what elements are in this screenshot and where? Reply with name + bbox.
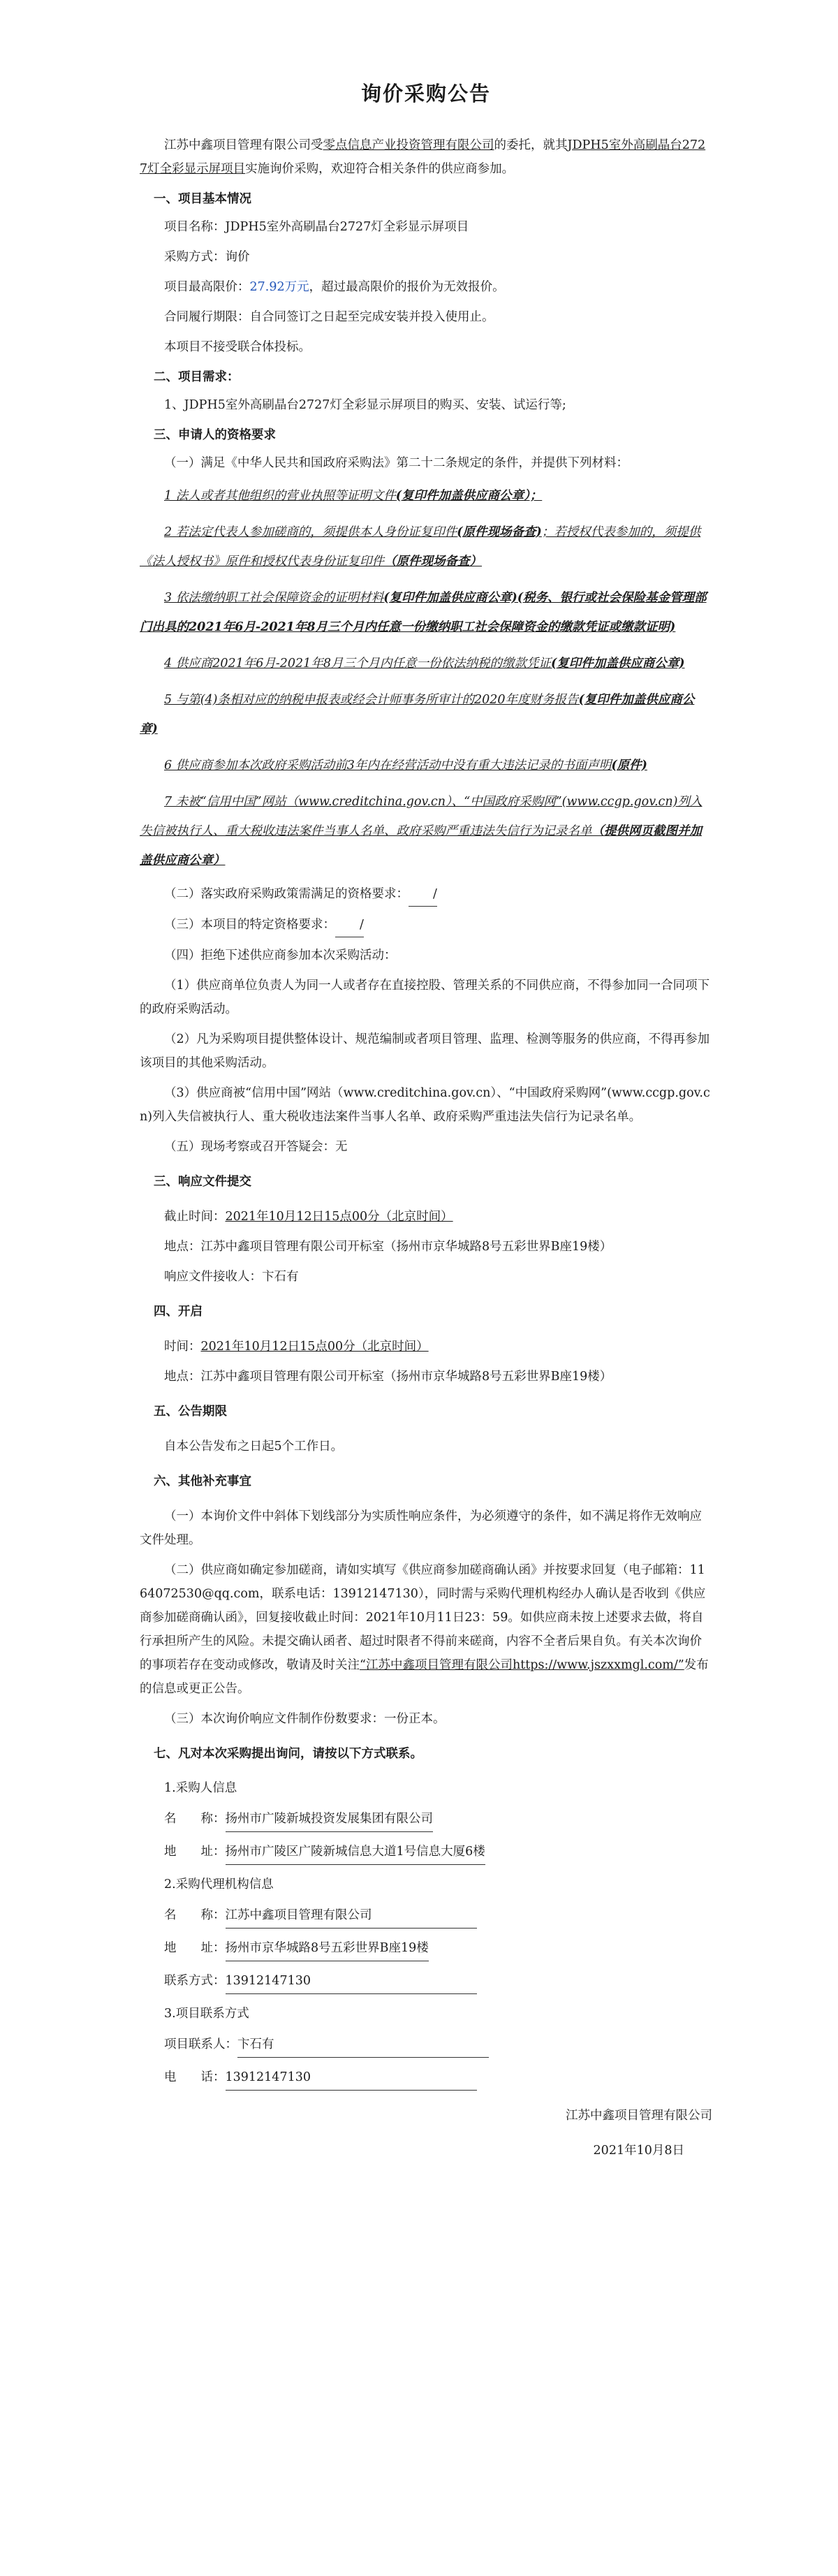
contact-subtitle: 1.采购人信息 (164, 1781, 237, 1795)
budget-note: ，超过最高限价的报价为无效报价。 (309, 280, 505, 294)
project-contact-phone: 13912147130 (226, 2066, 477, 2091)
project-contact-person-line (140, 2033, 712, 2058)
submission-receiver: 响应文件接收人：卞石有 (164, 1270, 299, 1284)
req-text: 2 若法定代表人参加磋商的，须提供本人身份证复印件 (164, 525, 457, 539)
client-name: 零点信息产业投资管理有限公司 (323, 138, 494, 152)
intro-text-2: 的委托，就其 (494, 138, 568, 152)
signoff-date: 2021年10月8日 (593, 2144, 684, 2158)
section-heading-contacts: 七、凡对本次采购提出询问，请按以下方式联系。 (154, 1747, 422, 1761)
consortium-note: 本项目不接受联合体投标。 (164, 340, 311, 354)
req-note: （提供网页截图并加盖供应商公章） (140, 824, 702, 868)
deadline-label: 截止时间： (164, 1210, 226, 1224)
section-heading-notice-period: 五、公告期限 (154, 1405, 227, 1419)
buyer-info-title (140, 1777, 712, 1799)
project-contact-person: 卞石有 (237, 2033, 489, 2058)
budget-label: 项目最高限价： (164, 280, 250, 294)
section-heading-basic-info: 一、项目基本情况 (154, 192, 251, 206)
qualification-item-3 (140, 583, 712, 642)
buyer-address-line (140, 1840, 712, 1865)
project-name: JDPH5室外高刷晶台2727灯全彩显示屏项目 (140, 138, 706, 176)
req-text: 6 供应商参加本次政府采购活动前3年内在经营活动中没有重大违法记录的书面声明 (164, 759, 612, 773)
req-note: （原件现场备查） (384, 555, 482, 569)
contact-label: 地 址： (164, 1941, 226, 1955)
section-heading-submission: 三、响应文件提交 (154, 1175, 251, 1189)
contact-label: 项目联系人： (164, 2037, 237, 2051)
refusal-item-1: （1）供应商单位负责人为同一人或者存在直接控股、管理关系的不同供应商，不得参加同一合同项下的政府采购活动。 (140, 979, 710, 1016)
agent-name: 江苏中鑫项目管理有限公司 (226, 1904, 477, 1929)
agent-name-line (140, 1904, 712, 1929)
requirement-item-1: 1、JDPH5室外高刷晶台2727灯全彩显示屏项目的购买、安装、试运行等; (164, 398, 566, 412)
intro-text-3: 实施询价采购，欢迎符合相关条件的供应商参加。 (245, 162, 515, 176)
contact-label: 联系方式： (164, 1974, 226, 1988)
opening-place: 地点：江苏中鑫项目管理有限公司开标室（扬州市京华城路8号五彩世界B座19楼） (164, 1370, 612, 1384)
agent-phone: 13912147130 (226, 1970, 477, 1994)
contact-subtitle: 3.项目联系方式 (164, 2007, 249, 2021)
contact-label: 名 称： (164, 1812, 226, 1826)
policy-requirement (140, 882, 712, 907)
refusal-item-2: （2）凡为采购项目提供整体设计、规范编制或者项目管理、监理、检测等服务的供应商，不得再参加该项目的其他采购活动。 (140, 1032, 710, 1070)
supplementary-text-end: 发布的信息或更正公告。 (140, 1658, 709, 1696)
supplementary-item-2 (140, 1558, 712, 1701)
notice-period-text: 自本公告发布之日起5个工作日。 (164, 1440, 344, 1454)
contact-label: 地 址： (164, 1845, 226, 1859)
req-text: 3 依法缴纳职工社会保障资金的证明材料 (164, 591, 384, 605)
agent-info-title (140, 1873, 712, 1896)
buyer-address: 扬州市广陵区广陵新城信息大道1号信息大厦6楼 (226, 1840, 485, 1865)
qualification-item-1 (140, 481, 712, 511)
agent-address: 扬州市京华城路8号五彩世界B座19楼 (226, 1937, 429, 1961)
deadline-value: 2021年10月12日15点00分（北京时间） (225, 1210, 453, 1224)
section-heading-supplementary: 六、其他补充事宜 (154, 1474, 251, 1488)
policy-label: （二）落实政府采购政策需满足的资格要求： (164, 887, 409, 901)
opening-time (140, 1335, 712, 1359)
contact-label: 名 称： (164, 1908, 226, 1922)
req-text: 5 与第(4)条相对应的纳税申报表或经会计师事务所审计的2020年度财务报告 (164, 693, 579, 707)
procurement-method: 采购方式：询价 (164, 250, 250, 264)
supplementary-item-1: （一）本询价文件中斜体下划线部分为实质性响应条件，为必须遵守的条件，如不满足将作无效响应文件处理。 (140, 1509, 702, 1547)
refusal-item-3: （3）供应商被“信用中国”网站（www.creditchina.gov.cn）、“中国政府采购网”(www.ccgp.gov.cn)列入失信被执行人、重大税收违法案件当事人名单、政府采购严重违法失信行为记录名单。 (140, 1086, 710, 1124)
policy-value: / (409, 882, 437, 907)
req-note: (原件现场备查) (457, 525, 542, 539)
qualification-item-2 (140, 518, 712, 576)
buyer-name-line (140, 1808, 712, 1832)
project-contact-phone-line (140, 2066, 712, 2091)
supplementary-text: （二）供应商如确定参加磋商，请如实填写《供应商参加磋商确认函》并按要求回复（电子邮箱：1164072530@qq.com，联系电话：13912147130），同时需与采购代理机构经办人确认是否收到《供应商参加磋商确认函》，回复接收截止时间：2021年10月11日23：59。如供应商未按上述要求去做，将自行承担所产生的风险。未提交确认函者、超过时限者不得前来磋商，内容不全者后果自负。有关本次询价的事项若存在变动或修改，敬请及时关注 (140, 1563, 706, 1672)
supplementary-item-3: （三）本次询价响应文件制作份数要求：一份正本。 (164, 1712, 446, 1726)
specific-requirement (140, 913, 712, 937)
site-visit-note: （五）现场考察或召开答疑会：无 (164, 1140, 348, 1154)
contact-subtitle: 2.采购代理机构信息 (164, 1878, 274, 1891)
qualification-item-5 (140, 685, 712, 744)
req-note: (复印件加盖供应商公章) (140, 693, 695, 736)
req-text: 4 供应商2021年6月-2021年8月三个月内任意一份依法纳税的缴款凭证 (164, 657, 551, 671)
contact-label: 电 话： (164, 2070, 226, 2084)
agent-address-line (140, 1937, 712, 1961)
section-heading-opening: 四、开启 (154, 1305, 203, 1319)
company-website-link[interactable]: “江苏中鑫项目管理有限公司https://www.jszxxmgl.com/” (360, 1658, 684, 1672)
buyer-name: 扬州市广陵新城投资发展集团有限公司 (226, 1808, 434, 1832)
qualification-item-4 (140, 649, 712, 678)
req-note: (复印件加盖供应商公章)(税务、银行或社会保险基金管理部门出具的2021年6月-2021年8月三个月内任意一份缴纳职工社会保障资金的缴款凭证或缴款证明) (140, 591, 707, 634)
opening-time-label: 时间： (164, 1340, 201, 1354)
project-name-line: 项目名称：JDPH5室外高刷晶台2727灯全彩显示屏项目 (164, 220, 469, 234)
opening-time-value: 2021年10月12日15点00分（北京时间） (200, 1340, 429, 1354)
req-text: 1 法人或者其他组织的营业执照等证明文件 (164, 489, 396, 503)
specific-value: / (335, 913, 364, 937)
page-title: 询价采购公告 (360, 82, 491, 105)
budget-value: 27.92万元 (249, 280, 309, 294)
agent-phone-line (140, 1970, 712, 1994)
req-text: 7 未被“信用中国”网站（www.creditchina.gov.cn）、“中国政府采购网”(www.ccgp.gov.cn)列入失信被执行人、重大税收违法案件当事人名单、政府采购严重违法失信行为记录名单 (140, 795, 703, 838)
specific-label: （三）本项目的特定资格要求： (164, 918, 335, 932)
qualification-item-7 (140, 787, 712, 875)
qualification-item-6 (140, 751, 712, 780)
submission-deadline (140, 1205, 712, 1229)
contract-period: 合同履行期限：自合同签订之日起至完成安装并投入使用止。 (164, 310, 494, 324)
section-heading-requirements: 二、项目需求： (154, 370, 240, 384)
signoff-company: 江苏中鑫项目管理有限公司 (566, 2109, 712, 2123)
project-contact-title (140, 2003, 712, 2025)
req-note: (复印件加盖供应商公章）； (395, 489, 543, 503)
budget-line (140, 275, 712, 299)
submission-place: 地点：江苏中鑫项目管理有限公司开标室（扬州市京华城路8号五彩世界B座19楼） (164, 1240, 612, 1254)
refusal-intro: （四）拒绝下述供应商参加本次采购活动： (164, 949, 397, 963)
req-note: (原件) (611, 759, 647, 773)
req-text: ；若授权代表参加的，须提供《法人授权书》原件和授权代表身份证复印件 (140, 525, 701, 569)
req-note: (复印件加盖供应商公章) (550, 657, 685, 671)
intro-text-1: 江苏中鑫项目管理有限公司受 (164, 138, 323, 152)
section-heading-qualification: 三、申请人的资格要求 (154, 428, 276, 442)
intro-paragraph (140, 133, 712, 181)
qualification-intro: （一）满足《中华人民共和国政府采购法》第二十二条规定的条件，并提供下列材料： (164, 456, 628, 470)
